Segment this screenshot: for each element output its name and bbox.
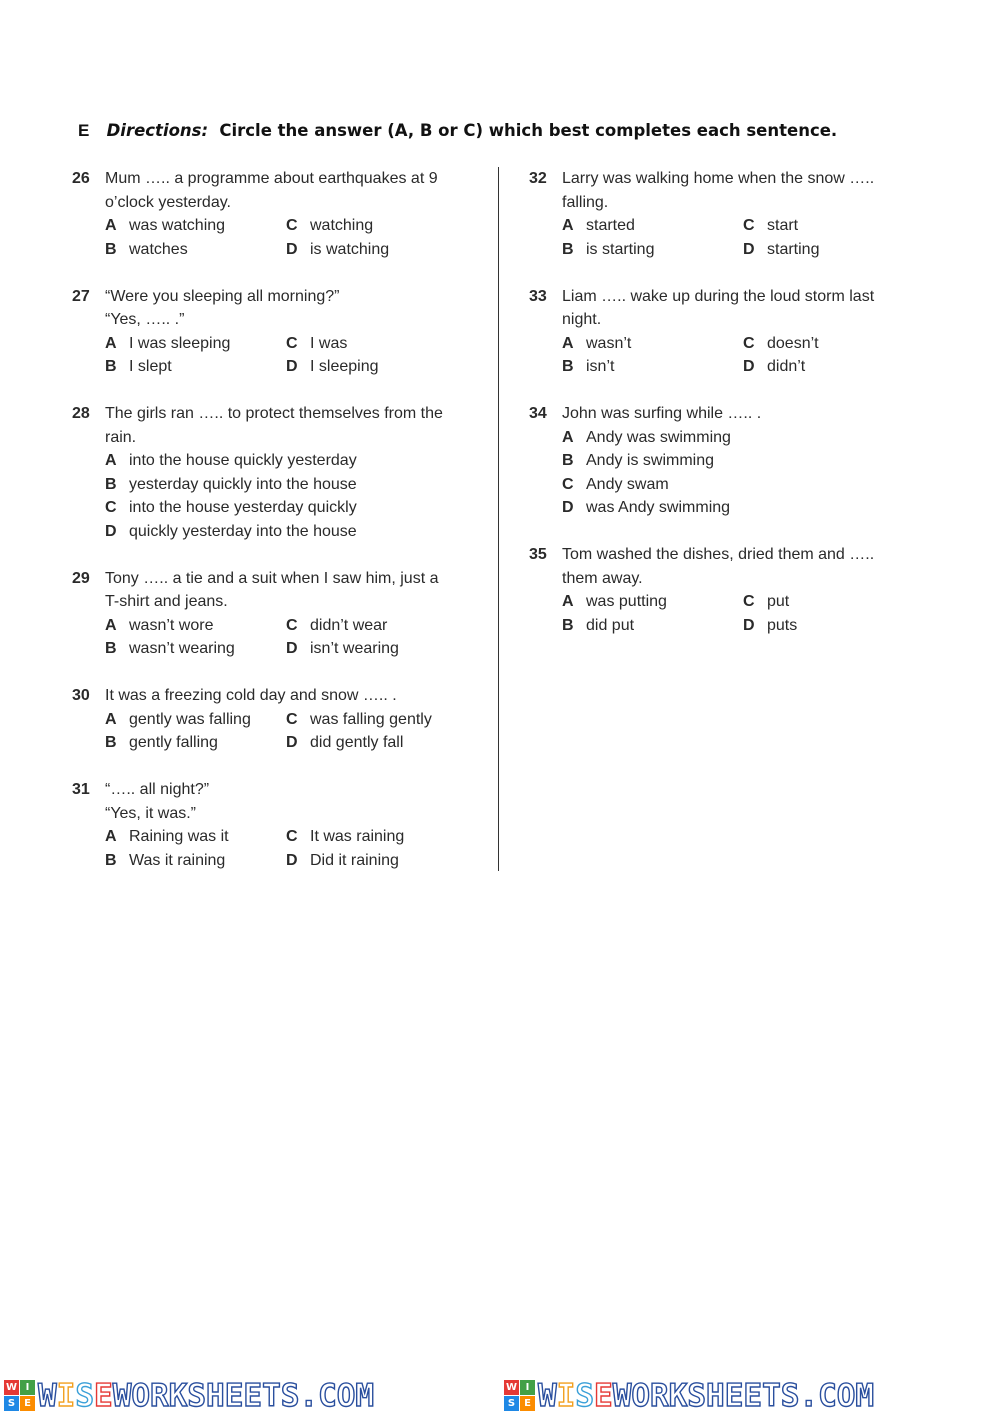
- option-d[interactable]: [743, 614, 924, 638]
- logo-tile: W: [5, 1382, 18, 1393]
- option-text: Did it raining: [310, 851, 399, 869]
- question-text: [105, 567, 477, 614]
- option-text: did put: [586, 616, 635, 634]
- question-30: [72, 684, 477, 755]
- option-text: watches: [129, 240, 188, 258]
- option-text: put: [767, 593, 790, 610]
- question-number: 28: [72, 405, 90, 422]
- option-row: [105, 355, 477, 379]
- option-d[interactable]: [743, 238, 924, 262]
- option-b[interactable]: [562, 238, 743, 262]
- option-c[interactable]: [743, 214, 924, 238]
- option-c[interactable]: [105, 496, 357, 520]
- directions-label: Directions:: [106, 121, 209, 140]
- option-text: wasn’t: [586, 334, 632, 352]
- option-letter: B: [562, 616, 574, 634]
- logo-wordmark: W I S E W O R K S H E E T S . C O M: [38, 1377, 375, 1414]
- option-c[interactable]: [286, 708, 467, 732]
- option-row: [562, 449, 929, 473]
- option-c[interactable]: [286, 825, 467, 849]
- option-a[interactable]: [105, 214, 286, 238]
- option-row: [562, 426, 929, 450]
- option-letter: B: [562, 358, 574, 375]
- option-text: into the house quickly yesterday: [129, 452, 357, 469]
- option-text: isn’t wearing: [310, 640, 399, 657]
- question-line: Tom washed the dishes, dried them and …..: [562, 546, 875, 563]
- option-letter: B: [562, 452, 574, 469]
- option-letter: D: [562, 499, 574, 516]
- option-letter: B: [105, 734, 117, 751]
- logo-tile: W: [505, 1382, 518, 1393]
- answer-options: [562, 590, 929, 637]
- question-26: [72, 167, 477, 261]
- question-33: [529, 285, 929, 379]
- answer-options: [105, 825, 477, 872]
- option-letter: D: [743, 240, 755, 258]
- question-text: [562, 402, 929, 426]
- option-text: doesn’t: [767, 334, 819, 352]
- logo-tile: E: [20, 1396, 35, 1411]
- question-text: [562, 285, 929, 332]
- option-letter: D: [743, 358, 755, 375]
- question-stem: [529, 543, 929, 590]
- question-text: [105, 778, 477, 825]
- option-row: [105, 238, 477, 262]
- column-divider: [498, 167, 499, 871]
- question-line: Liam ….. wake up during the loud storm last: [562, 287, 875, 305]
- option-letter: B: [105, 640, 117, 657]
- logo-wordmark: W I S E W O R K S H E E T S . C O M: [538, 1377, 875, 1414]
- option-row: [105, 496, 477, 520]
- option-letter: C: [105, 499, 117, 516]
- option-row: [562, 614, 929, 638]
- option-d[interactable]: [562, 496, 730, 520]
- option-text: gently falling: [129, 734, 218, 751]
- option-d[interactable]: [286, 355, 467, 379]
- option-letter: C: [286, 334, 298, 352]
- question-line: Tony ….. a tie and a suit when I saw him, just a: [105, 569, 439, 587]
- option-text: was falling gently: [310, 710, 432, 728]
- option-letter: A: [562, 217, 574, 234]
- option-row: [562, 238, 929, 262]
- question-line: Larry was walking home when the snow …..: [562, 170, 875, 187]
- logo-tile: S: [4, 1396, 19, 1411]
- option-d[interactable]: [286, 849, 467, 873]
- section-label: E: [78, 121, 90, 140]
- option-text: Andy swam: [586, 475, 669, 493]
- option-text: watching: [310, 217, 374, 234]
- option-b[interactable]: [105, 238, 286, 262]
- option-a[interactable]: [562, 590, 743, 614]
- question-stem: [529, 285, 929, 332]
- question-number: 35: [529, 546, 547, 563]
- option-letter: A: [562, 334, 574, 352]
- question-stem: [529, 402, 929, 426]
- left-column: [72, 167, 477, 896]
- option-letter: B: [105, 358, 117, 375]
- question-line: John was surfing while ….. .: [562, 405, 762, 422]
- question-number: 34: [529, 405, 547, 422]
- question-stem: [72, 402, 477, 449]
- option-letter: A: [562, 428, 574, 446]
- option-c[interactable]: [286, 614, 467, 638]
- option-d[interactable]: [286, 238, 467, 262]
- logo-tile: E: [520, 1396, 535, 1411]
- question-34: [529, 402, 929, 520]
- option-letter: A: [105, 334, 117, 352]
- directions-header: [78, 121, 837, 141]
- option-text: gently was falling: [129, 710, 251, 728]
- option-row: [105, 637, 477, 661]
- option-letter: B: [562, 240, 574, 258]
- option-letter: D: [286, 734, 298, 751]
- option-letter: D: [743, 616, 755, 634]
- question-line: “Yes, ….. .”: [105, 311, 185, 328]
- option-c[interactable]: [286, 332, 467, 356]
- question-29: [72, 567, 477, 661]
- option-text: Raining was it: [129, 828, 229, 845]
- option-text: Andy is swimming: [586, 452, 715, 469]
- option-d[interactable]: [105, 520, 357, 544]
- option-row: [562, 355, 929, 379]
- option-row: [105, 825, 477, 849]
- question-27: [72, 285, 477, 379]
- option-a[interactable]: [105, 614, 286, 638]
- option-letter: C: [743, 217, 755, 234]
- question-35: [529, 543, 929, 637]
- option-row: [105, 614, 477, 638]
- question-line: night.: [562, 311, 602, 328]
- wise-logo-icon: [4, 1380, 35, 1411]
- option-d[interactable]: [286, 637, 467, 661]
- question-line: rain.: [105, 428, 137, 446]
- option-text: I slept: [129, 358, 172, 375]
- option-text: wasn’t wearing: [129, 640, 235, 657]
- question-stem: [72, 167, 477, 214]
- option-letter: C: [286, 217, 298, 234]
- option-text: starting: [767, 240, 820, 258]
- option-row: [562, 214, 929, 238]
- option-letter: D: [105, 522, 117, 540]
- option-b[interactable]: [562, 614, 743, 638]
- question-31: [72, 778, 477, 872]
- question-stem: [72, 567, 477, 614]
- question-32: [529, 167, 929, 261]
- option-text: yesterday quickly into the house: [129, 475, 357, 493]
- option-text: started: [586, 217, 635, 234]
- footer-watermark: [0, 1378, 1000, 1413]
- answer-options: [105, 214, 477, 261]
- option-letter: C: [743, 593, 755, 610]
- question-28: [72, 402, 477, 543]
- option-row: [105, 332, 477, 356]
- question-stem: [72, 684, 477, 708]
- question-text: [562, 167, 929, 214]
- option-a[interactable]: [562, 426, 731, 450]
- option-letter: C: [562, 475, 574, 493]
- option-b[interactable]: [105, 849, 286, 873]
- question-stem: [529, 167, 929, 214]
- question-number: 29: [72, 569, 90, 587]
- option-letter: B: [105, 851, 117, 869]
- option-row: [105, 520, 477, 544]
- option-c[interactable]: [743, 332, 924, 356]
- option-letter: A: [105, 616, 117, 634]
- option-text: puts: [767, 616, 798, 634]
- option-text: It was raining: [310, 828, 405, 845]
- option-letter: C: [286, 616, 298, 634]
- option-letter: A: [562, 593, 574, 610]
- question-line: T-shirt and jeans.: [105, 593, 228, 610]
- answer-options: [562, 332, 929, 379]
- option-b[interactable]: [105, 637, 286, 661]
- question-line: The girls ran ….. to protect themselves from the: [105, 405, 443, 422]
- option-a[interactable]: [562, 332, 743, 356]
- option-c[interactable]: [286, 214, 467, 238]
- option-text: is watching: [310, 240, 390, 258]
- option-text: was watching: [129, 217, 226, 234]
- right-column: [529, 167, 929, 661]
- question-text: [562, 543, 929, 590]
- question-stem: [72, 285, 477, 332]
- question-number: 27: [72, 287, 90, 305]
- wiseworksheets-logo: [500, 1378, 1000, 1414]
- option-b[interactable]: [562, 355, 743, 379]
- option-text: Andy was swimming: [586, 428, 731, 446]
- option-b[interactable]: [105, 731, 286, 755]
- option-text: Was it raining: [129, 851, 226, 869]
- option-row: [562, 590, 929, 614]
- option-text: quickly yesterday into the house: [129, 522, 357, 540]
- option-letter: C: [286, 828, 298, 845]
- option-letter: A: [105, 828, 117, 845]
- question-line: “Yes, it was.”: [105, 804, 196, 822]
- option-letter: A: [105, 710, 117, 728]
- option-a[interactable]: [105, 449, 357, 473]
- option-row: [105, 214, 477, 238]
- question-line: them away.: [562, 569, 643, 587]
- option-text: didn’t: [767, 358, 806, 375]
- answer-options: [562, 214, 929, 261]
- question-line: “Were you sleeping all morning?”: [105, 287, 340, 305]
- wise-logo-icon: [504, 1380, 535, 1411]
- option-c[interactable]: [743, 590, 924, 614]
- option-a[interactable]: [105, 825, 286, 849]
- answer-options: [105, 449, 477, 543]
- question-line: It was a freezing cold day and snow ….. .: [105, 687, 397, 704]
- option-text: I was: [310, 334, 348, 352]
- question-stem: [72, 778, 477, 825]
- option-row: [105, 449, 477, 473]
- option-letter: D: [286, 240, 298, 258]
- question-line: Mum ….. a programme about earthquakes at 9: [105, 170, 438, 187]
- option-d[interactable]: [743, 355, 924, 379]
- option-text: wasn’t wore: [129, 616, 214, 634]
- option-c[interactable]: [562, 473, 669, 497]
- answer-options: [105, 614, 477, 661]
- question-line: “….. all night?”: [105, 781, 210, 798]
- option-text: did gently fall: [310, 734, 404, 751]
- option-letter: A: [105, 452, 117, 469]
- question-line: falling.: [562, 193, 609, 211]
- option-b[interactable]: [562, 449, 714, 473]
- answer-options: [105, 332, 477, 379]
- option-row: [562, 473, 929, 497]
- option-text: start: [767, 217, 799, 234]
- question-number: 32: [529, 170, 547, 187]
- logo-tile: S: [504, 1396, 519, 1411]
- logo-tile: I: [520, 1380, 535, 1395]
- option-text: I sleeping: [310, 358, 379, 375]
- option-letter: B: [105, 475, 117, 493]
- instruction-text: Circle the answer (A, B or C) which best completes each sentence.: [219, 121, 838, 140]
- option-text: didn’t wear: [310, 616, 388, 634]
- option-letter: C: [743, 334, 755, 352]
- option-row: [562, 332, 929, 356]
- option-text: was Andy swimming: [586, 499, 731, 516]
- option-text: isn’t: [586, 358, 615, 375]
- logo-tile: I: [20, 1380, 35, 1395]
- option-row: [105, 473, 477, 497]
- wiseworksheets-logo: [0, 1378, 500, 1414]
- option-row: [105, 849, 477, 873]
- option-text: was putting: [586, 593, 667, 610]
- option-text: I was sleeping: [129, 334, 231, 352]
- answer-options: [105, 708, 477, 755]
- option-text: into the house yesterday quickly: [129, 499, 357, 516]
- question-number: 33: [529, 287, 547, 305]
- option-letter: B: [105, 240, 117, 258]
- option-letter: D: [286, 358, 298, 375]
- question-text: [105, 402, 477, 449]
- option-d[interactable]: [286, 731, 467, 755]
- question-number: 31: [72, 781, 90, 798]
- option-letter: D: [286, 851, 298, 869]
- question-number: 26: [72, 170, 90, 187]
- option-letter: D: [286, 640, 298, 657]
- option-row: [562, 496, 929, 520]
- question-text: [105, 285, 477, 332]
- option-row: [105, 731, 477, 755]
- option-a[interactable]: [105, 332, 286, 356]
- question-line: o’clock yesterday.: [105, 193, 231, 211]
- question-text: [105, 167, 477, 214]
- option-a[interactable]: [562, 214, 743, 238]
- question-number: 30: [72, 687, 90, 704]
- option-b[interactable]: [105, 473, 357, 497]
- question-text: [105, 684, 477, 708]
- option-b[interactable]: [105, 355, 286, 379]
- option-a[interactable]: [105, 708, 286, 732]
- answer-options: [562, 426, 929, 520]
- option-letter: C: [286, 710, 298, 728]
- option-text: is starting: [586, 240, 655, 258]
- option-row: [105, 708, 477, 732]
- option-letter: A: [105, 217, 117, 234]
